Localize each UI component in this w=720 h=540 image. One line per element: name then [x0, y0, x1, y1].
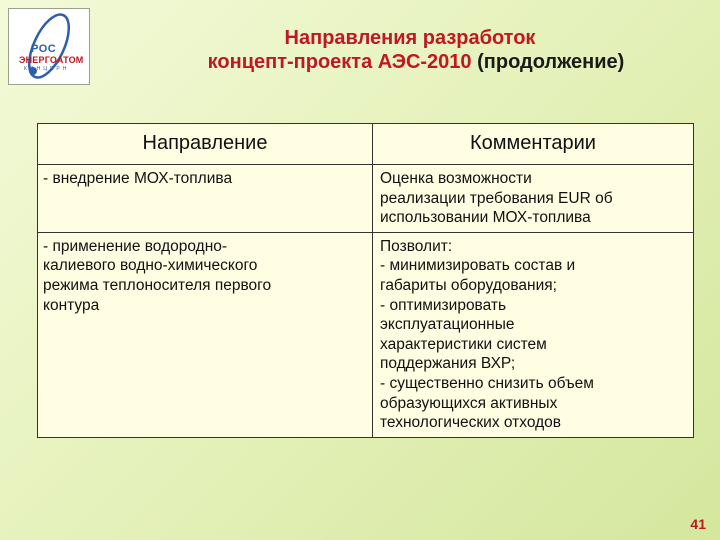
logo-wordmark-small: КОНЦЕРН [24, 66, 70, 72]
title-line-2 [100, 50, 720, 74]
direction-cell: - внедрение МОХ-топлива [38, 165, 373, 233]
comment-cell: Позволит: - минимизировать состав и габариты оборудования; - оптимизировать эксплуатационные характеристики систем поддержания ВХР; - существенно снизить объем образующихся активных технологических отходов [373, 232, 694, 437]
table-header-row [38, 124, 694, 165]
title-line-2-main: концепт-проекта АЭС-2010 [207, 51, 472, 73]
title-line-1: Направления разработок [284, 27, 536, 49]
page-number: 41 [690, 516, 706, 532]
direction-cell: - применение водородно- калиевого водно-химического режима теплоносителя первого контура [38, 232, 373, 437]
title-continuation: (продолжение) [477, 51, 625, 73]
column-header-comments: Комментарии [373, 124, 694, 165]
slide-title [0, 26, 720, 74]
directions-table [37, 123, 694, 438]
table-row [38, 232, 694, 437]
logo-wordmark-main: ЭНЕРГОАТОМ [19, 55, 84, 65]
column-header-direction: Направление [38, 124, 373, 165]
logo-wordmark-top: РОС [31, 43, 57, 55]
comment-cell: Оценка возможности реализации требования EUR об использовании МОХ-топлива [373, 165, 694, 233]
table-row [38, 165, 694, 233]
